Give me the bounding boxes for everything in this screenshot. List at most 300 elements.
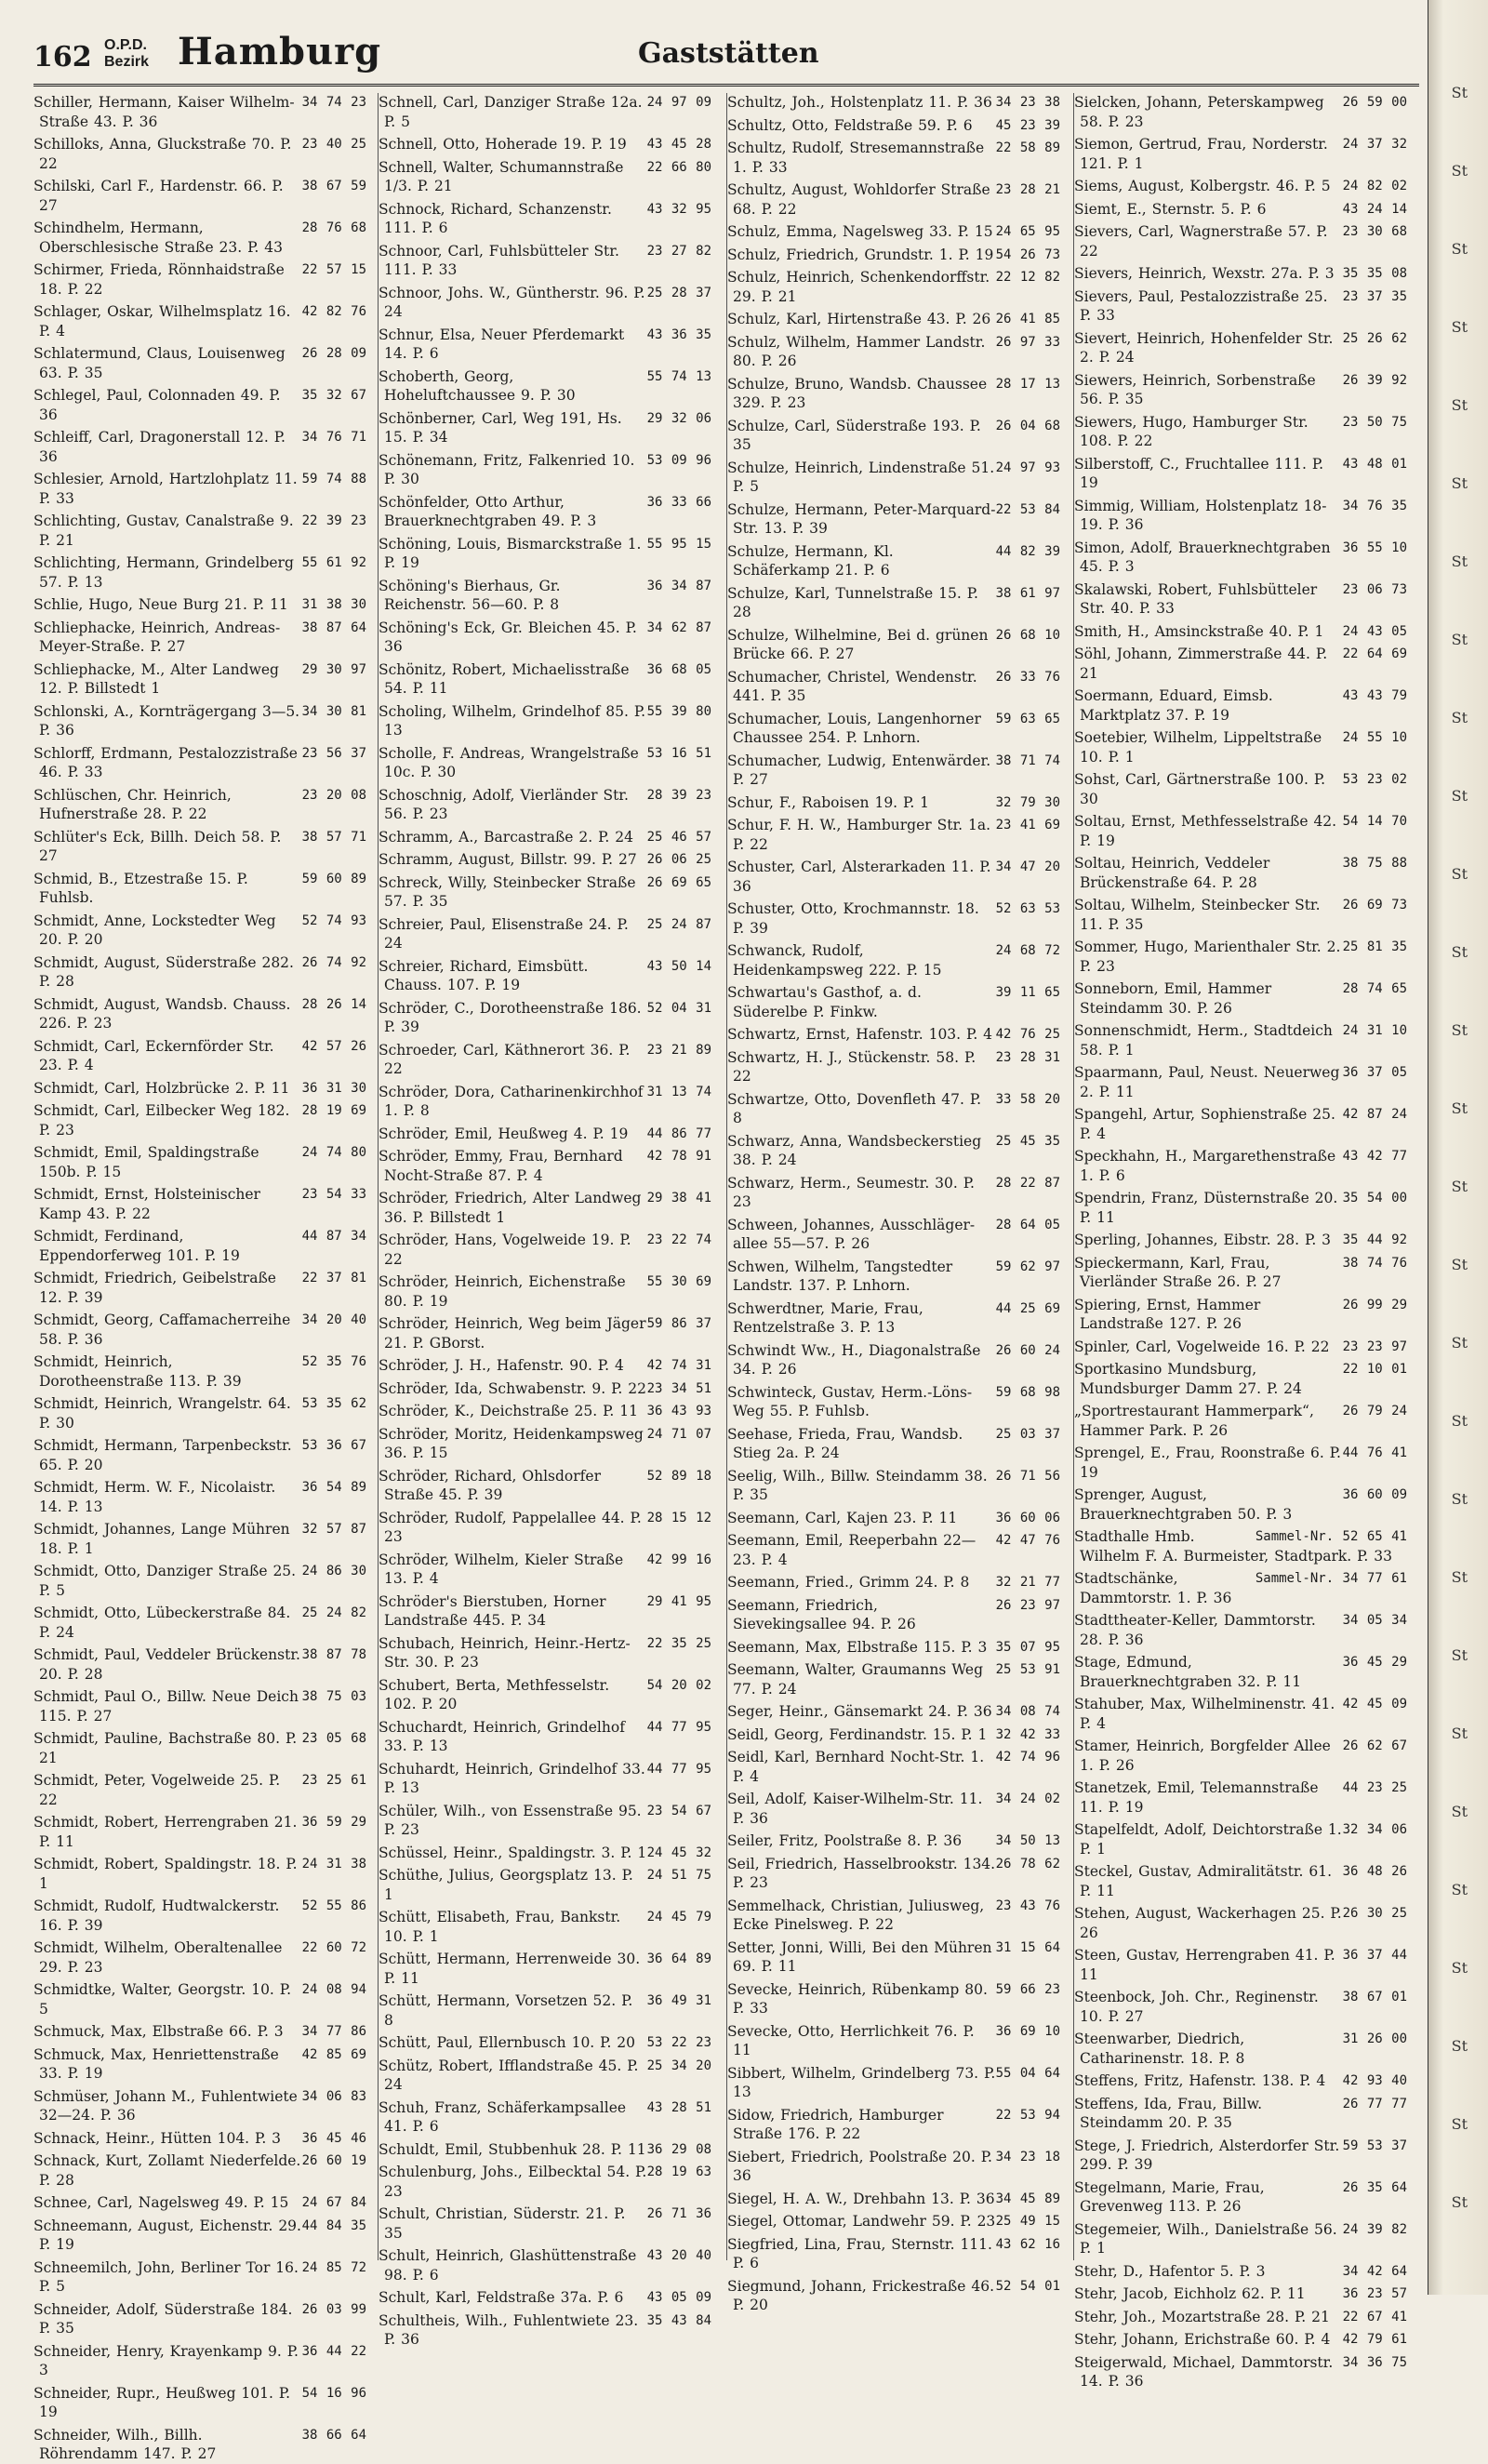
entry-phone: 54 20 02: [646, 1677, 711, 1693]
entry-phone: 36 60 09: [1342, 1487, 1407, 1502]
directory-entry: [1074, 287, 1407, 326]
directory-entry: [379, 1272, 711, 1311]
entry-text: Schneider, Wilh., Billh. Röhrendamm 147. P. 27: [33, 2426, 217, 2462]
entry-phone: 26 71 56: [995, 1468, 1060, 1484]
entry-text: Schröder, J. H., Hafenstr. 90. P. 4: [379, 1357, 624, 1374]
directory-entry: [1074, 812, 1407, 850]
entry-text: Schmidt, Peter, Vogelweide 25. P. 22: [33, 1772, 281, 1808]
directory-entry: [33, 512, 366, 550]
directory-entry: [379, 409, 711, 447]
entry-phone: 25 81 35: [1342, 939, 1407, 954]
entry-text: Schlegel, Paul, Colonnaden 49. P. 36: [33, 387, 281, 423]
directory-entry: [727, 459, 1060, 497]
entry-phone: 35 54 00: [1342, 1191, 1407, 1205]
directory-entry: [1074, 1653, 1407, 1691]
directory-entry: [379, 1356, 711, 1376]
directory-entry: [379, 158, 711, 196]
entry-phone: 34 08 74: [995, 1704, 1060, 1719]
entry-text: Schlatermund, Claus, Louisenweg 63. P. 35: [33, 345, 286, 381]
entry-text: Schröder's Bierstuben, Horner Landstraße 445. P. 34: [379, 1592, 606, 1629]
entry-text: Siegel, H. A. W., Drehbahn 13. P. 36: [727, 2190, 995, 2207]
entry-phone: 42 93 40: [1342, 2073, 1407, 2088]
directory-entry: [33, 1079, 366, 1099]
directory-entry: [1074, 2071, 1407, 2091]
directory-entry: [379, 1083, 711, 1121]
entry-phone: 28 22 87: [995, 1175, 1060, 1191]
directory-entry: [1074, 1231, 1407, 1250]
entry-phone: 52 89 18: [646, 1468, 711, 1484]
entry-text: Schindhelm, Hermann, Oberschlesische Straße 23. P. 43: [33, 220, 283, 256]
directory-entry: [33, 2342, 366, 2380]
directory-entry: [33, 2300, 366, 2338]
entry-phone: 34 42 64: [1342, 2263, 1407, 2279]
entry-phone: 23 43 76: [995, 1898, 1060, 1913]
entry-phone: 29 41 95: [646, 1593, 711, 1609]
directory-entry: [1074, 1862, 1407, 1900]
entry-phone: 26 69 73: [1342, 898, 1407, 912]
directory-entry: [379, 999, 711, 1037]
entry-phone: 24 97 93: [995, 460, 1060, 475]
entry-phone: 32 79 30: [995, 794, 1060, 810]
entry-phone: 35 32 67: [301, 388, 366, 403]
entry-text: Schilski, Carl F., Hardenstr. 66. P. 27: [33, 178, 284, 214]
entry-phone: 26 62 67: [1342, 1738, 1407, 1753]
entry-text: Schmidt, Herm. W. F., Nicolaistr. 14. P. 13: [33, 1479, 276, 1515]
entry-phone: 26 28 09: [301, 346, 366, 361]
directory-entry: [33, 1037, 366, 1075]
directory-entry: [33, 828, 366, 866]
entry-phone: 44 87 34: [301, 1229, 366, 1244]
entry-text: Siebert, Friedrich, Poolstraße 20. P. 36: [727, 2148, 992, 2184]
entry-text: Schwartze, Otto, Dovenfleth 47. P. 8: [727, 1090, 982, 1126]
entry-text: Seger, Heinr., Gänsemarkt 24. P. 36: [727, 1703, 992, 1720]
entry-text: Soltau, Heinrich, Veddeler Brückenstraße 64. P. 28: [1074, 855, 1270, 891]
directory-entry: [33, 1436, 366, 1474]
entry-text: Stadtschänke, Dammtorstr. 1. P. 36: [1074, 1570, 1232, 1606]
directory-entry: [727, 1938, 1060, 1977]
entry-phone: 42 82 76: [301, 304, 366, 319]
directory-entry: [1074, 1147, 1407, 1185]
directory-entry: [379, 1041, 711, 1079]
directory-entry: [33, 1855, 366, 1893]
directory-entry: [33, 2193, 366, 2213]
directory-entry: [727, 1702, 1060, 1722]
entry-text: Seidl, Georg, Ferdinandstr. 15. P. 1: [727, 1725, 988, 1743]
entry-phone: 34 23 18: [995, 2149, 1060, 2164]
directory-entry: [1074, 135, 1407, 173]
entry-text: Schönemann, Fritz, Falkenried 10. P. 30: [379, 451, 635, 487]
directory-entry: [33, 470, 366, 508]
entry-phone: 23 54 33: [301, 1187, 366, 1202]
directory-entry: [379, 1425, 711, 1463]
entry-text: Schnell, Walter, Schumannstraße 1/3. P. 21: [379, 158, 624, 194]
entry-text: Schultz, Rudolf, Stresemannstraße 1. P. 33: [727, 140, 985, 176]
directory-entry: [379, 1402, 711, 1421]
directory-entry: [727, 1174, 1060, 1212]
entry-phone: 59 74 88: [301, 472, 366, 486]
entry-phone: 26 06 25: [646, 852, 711, 867]
entry-text: Schulze, Karl, Tunnelstraße 15. P. 28: [727, 584, 978, 620]
entry-phone: 36 69 10: [995, 2023, 1060, 2039]
entry-phone: 55 39 80: [646, 703, 711, 719]
directory-entry: [33, 1101, 366, 1139]
entry-text: Schröder, Wilhelm, Kieler Straße 13. P. 4: [379, 1551, 624, 1587]
edge-letter: St: [1451, 1881, 1468, 1898]
entry-phone: 54 16 96: [301, 2385, 366, 2401]
section-title: Gaststätten: [638, 37, 819, 70]
entry-text: Schulenburg, Johs., Eilbecktal 54. P. 23: [379, 2164, 647, 2200]
entry-phone: 52 04 31: [646, 1000, 711, 1016]
directory-entry: [379, 577, 711, 615]
entry-text: Schulze, Heinrich, Lindenstraße 51. P. 5: [727, 459, 995, 495]
district-abbr: O.P.D.: [104, 37, 147, 53]
entry-phone: 22 66 80: [646, 159, 711, 175]
directory-entry: [1074, 2220, 1407, 2258]
entry-text: Schröder, Friedrich, Alter Landweg 36. P. Billstedt 1: [379, 1190, 642, 1226]
edge-letter: St: [1451, 1568, 1468, 1586]
entry-phone: 36 33 66: [646, 494, 711, 510]
entry-text: Schneider, Adolf, Süderstraße 184. P. 35: [33, 2300, 293, 2337]
edge-letter: St: [1451, 709, 1468, 726]
entry-text: Schmidt, Ernst, Holsteinischer Kamp 43. P. 22: [33, 1186, 260, 1222]
entry-text: Stegemeier, Wilh., Danielstraße 56. P. 1: [1074, 2220, 1337, 2257]
entry-text: Stahuber, Max, Wilhelminenstr. 41. P. 4: [1074, 1696, 1335, 1732]
entry-phone: 59 53 37: [1342, 2138, 1407, 2153]
entry-text: Steffens, Ida, Frau, Billw. Steindamm 20. P. 35: [1074, 2095, 1262, 2131]
entry-text: Schumacher, Louis, Langenhorner Chaussee 254. P. Lnhorn.: [727, 710, 981, 746]
entry-phone: 38 67 01: [1342, 1990, 1407, 2004]
entry-phone: 23 05 68: [301, 1731, 366, 1746]
entry-phone: 24 31 10: [1342, 1023, 1407, 1038]
entry-text: Schuldt, Emil, Stubbenhuk 28. P. 11: [379, 2140, 646, 2158]
directory-entry: [379, 1551, 711, 1589]
entry-text: Steenbock, Joh. Chr., Reginenstr. 10. P. 27: [1074, 1989, 1319, 2025]
entry-text: Stehen, August, Wackerhagen 25. P. 26: [1074, 1905, 1342, 1941]
entry-phone: Sammel-Nr. 34 77 61: [1255, 1571, 1407, 1586]
entry-text: Schmidt, Johannes, Lange Mühren 18. P. 1: [33, 1521, 290, 1557]
entry-phone: 22 57 15: [301, 262, 366, 277]
entry-text: Schnack, Kurt, Zollamt Niederfelde. P. 28: [33, 2152, 301, 2189]
entry-text: Siegfried, Lina, Frau, Sternstr. 111. P. 6: [727, 2235, 992, 2271]
page-number: 162: [33, 41, 92, 73]
entry-text: Schreier, Richard, Eimsbütt. Chauss. 107. P. 19: [379, 957, 589, 993]
directory-entry: [727, 2022, 1060, 2060]
entry-phone: 36 64 89: [646, 1951, 711, 1966]
directory-entry: [33, 1394, 366, 1432]
directory-entry: [33, 1813, 366, 1851]
entry-phone: 35 07 95: [995, 1639, 1060, 1655]
edge-letter: St: [1451, 1412, 1468, 1430]
directory-entry: [379, 284, 711, 322]
entry-text: Schröder, Hans, Vogelweide 19. P. 22: [379, 1232, 631, 1268]
entry-text: Schirmer, Frieda, Rönnhaidstraße 18. P. 22: [33, 261, 285, 298]
directory-entry: [727, 180, 1060, 219]
entry-phone: 23 20 08: [301, 787, 366, 803]
entry-text: Schmidt, Paul, Veddeler Brückenstr. 20. P. 28: [33, 1646, 300, 1683]
entry-text: Schröder, Dora, Catharinenkirchhof 1. P. 8: [379, 1083, 644, 1119]
directory-entry: [379, 535, 711, 573]
column-1: [33, 93, 366, 2462]
entry-text: Schnock, Richard, Schanzenstr. 111. P. 6: [379, 200, 612, 236]
directory-entry: [33, 1897, 366, 1935]
directory-entry: [1074, 1360, 1407, 1398]
directory-entry: [379, 2204, 711, 2243]
entry-text: Steckel, Gustav, Admiralitätstr. 61. P. 11: [1074, 1863, 1333, 1899]
directory-entry: [1074, 2178, 1407, 2217]
entry-phone: 52 55 86: [301, 1898, 366, 1913]
entry-phone: 44 84 35: [301, 2218, 366, 2233]
entry-text: Sprenger, August, Brauerknechtgraben 50. P. 3: [1074, 1486, 1293, 1523]
entry-text: Sievert, Heinrich, Hohenfelder Str. 2. P. 24: [1074, 329, 1334, 366]
directory-entry: [727, 1855, 1060, 1893]
entry-phone: 23 28 21: [995, 182, 1060, 197]
entry-phone: 59 68 98: [995, 1384, 1060, 1400]
entry-text: Schütz, Robert, Ifflandstraße 45. P. 24: [379, 2057, 639, 2093]
entry-text: Schumacher, Ludwig, Entenwärder. P. 27: [727, 752, 991, 788]
entry-phone: 53 09 96: [646, 452, 711, 468]
edge-letter: St: [1451, 943, 1468, 961]
entry-phone: 29 32 06: [646, 410, 711, 426]
entry-text: Sievers, Heinrich, Wexstr. 27a. P. 3: [1074, 265, 1335, 282]
directory-entry: [33, 1980, 366, 2018]
directory-entry: [33, 619, 366, 657]
directory-entry: [1074, 1296, 1407, 1334]
entry-phone: 24 68 72: [995, 943, 1060, 958]
edge-letter: St: [1451, 2193, 1468, 2211]
entry-text: Schmuck, Max, Elbstraße 66. P. 3: [33, 2023, 284, 2040]
directory-entry: [1074, 1988, 1407, 2026]
entry-phone: 42 99 16: [646, 1552, 711, 1567]
entry-phone: 36 43 93: [646, 1404, 711, 1418]
entry-phone: 38 66 64: [301, 2427, 366, 2443]
entry-phone: 43 36 35: [646, 326, 711, 342]
edge-letter: St: [1451, 787, 1468, 805]
entry-text: Schöning's Eck, Gr. Bleichen 45. P. 36: [379, 619, 637, 655]
directory-entry: [1074, 979, 1407, 1018]
entry-phone: 34 62 87: [646, 619, 711, 635]
edge-letter: St: [1451, 240, 1468, 258]
entry-phone: 31 26 00: [1342, 2031, 1407, 2046]
entry-text: Schuh, Franz, Schäferkampsallee 41. P. 6: [379, 2098, 627, 2135]
directory-entry: [727, 668, 1060, 706]
entry-text: Schmidt, Rudolf, Hudtwalckerstr. 16. P. 39: [33, 1898, 280, 1934]
entry-text: Schmidtke, Walter, Georgstr. 10. P. 5: [33, 1981, 292, 2018]
entry-phone: 38 75 88: [1342, 856, 1407, 871]
entry-text: Schult, Heinrich, Glashüttenstraße 98. P. 6: [379, 2247, 637, 2284]
entry-text: Speckhahn, H., Margarethenstraße 1. P. 6: [1074, 1148, 1336, 1184]
entry-phone: 31 38 30: [301, 597, 366, 612]
entry-phone: 34 30 81: [301, 703, 366, 719]
entry-text: Schröder, K., Deichstraße 25. P. 11: [379, 1403, 638, 1419]
directory-entry: [1074, 622, 1407, 642]
directory-entry: [727, 500, 1060, 539]
directory-entry: [33, 2151, 366, 2190]
directory-entry: [1074, 371, 1407, 409]
district-word: Bezirk: [104, 54, 150, 70]
entry-text: Schreier, Paul, Elisenstraße 24. P. 24: [379, 915, 629, 952]
entry-phone: 26 35 64: [1342, 2179, 1407, 2195]
directory-entry: [1074, 2137, 1407, 2175]
directory-entry: [1074, 329, 1407, 367]
directory-entry: [1074, 728, 1407, 766]
entry-text: Schmidt, Heinrich, Dorotheenstraße 113. P. 39: [33, 1353, 242, 1390]
directory-entry: [379, 702, 711, 740]
entry-phone: 59 60 89: [301, 871, 366, 886]
directory-entry: [1074, 580, 1407, 619]
entry-phone: 36 23 57: [1342, 2286, 1407, 2301]
directory-entry: [1074, 770, 1407, 808]
directory-entry: [379, 1467, 711, 1505]
directory-entry: [33, 1352, 366, 1391]
entry-text: Schneider, Henry, Krayenkamp 9. P. 3: [33, 2342, 299, 2378]
entry-phone: 43 05 09: [646, 2290, 711, 2305]
edge-letter: St: [1451, 1178, 1468, 1195]
entry-text: Schröder, Heinrich, Eichenstraße 80. P. 19: [379, 1273, 626, 1310]
directory-entry: [1074, 264, 1407, 284]
directory-entry: [379, 1509, 711, 1547]
entry-text: Schmidt, Pauline, Bachstraße 80. P. 21: [33, 1730, 298, 1766]
entry-phone: 22 12 82: [995, 270, 1060, 285]
entry-text: Schwartz, H. J., Stückenstr. 58. P. 22: [727, 1048, 976, 1085]
directory-entry: [379, 1676, 711, 1714]
entry-text: Schramm, A., Barcastraße 2. P. 24: [379, 828, 633, 846]
entry-text: Schröder, Rudolf, Pappelallee 44. P. 23: [379, 1509, 642, 1545]
entry-text: Schoberth, Georg, Hoheluftchaussee 9. P. 30: [379, 367, 576, 404]
entry-phone: 55 04 64: [995, 2065, 1060, 2081]
entry-text: Schröder, Emil, Heußweg 4. P. 19: [379, 1125, 629, 1142]
entry-text: Schöning's Bierhaus, Gr. Reichenstr. 56—60. P. 8: [379, 577, 561, 613]
entry-text: Schult, Christian, Süderstr. 21. P. 35: [379, 2205, 626, 2242]
entry-phone: 24 97 09: [646, 95, 711, 110]
entry-text: Schmüser, Johann M., Fuhlentwiete 32—24. P. 36: [33, 2087, 298, 2124]
entry-phone: 22 60 72: [301, 1940, 366, 1955]
directory-entry: [727, 1216, 1060, 1254]
entry-phone: 25 49 15: [995, 2214, 1060, 2229]
entry-phone: 23 41 69: [995, 818, 1060, 832]
entry-phone: 24 31 38: [301, 1857, 366, 1871]
entry-text: Schmidt, Friedrich, Geibelstraße 12. P. 39: [33, 1270, 276, 1306]
directory-entry: [727, 584, 1060, 622]
directory-entry: [379, 2098, 711, 2137]
entry-text: Schröder, Emmy, Frau, Bernhard Nocht-Straße 87. P. 4: [379, 1148, 623, 1184]
entry-text: Skalawski, Robert, Fuhlsbütteler Str. 40. P. 33: [1074, 580, 1318, 617]
entry-phone: 26 33 76: [995, 669, 1060, 685]
directory-entry: [1074, 1527, 1407, 1565]
directory-entry: [33, 1938, 366, 1977]
directory-entry: [379, 1991, 711, 2030]
entry-text: Sidow, Friedrich, Hamburger Straße 176. P. 22: [727, 2106, 944, 2142]
entry-phone: 28 15 12: [646, 1510, 711, 1525]
entry-phone: 38 87 64: [301, 619, 366, 635]
entry-text: Schröder, Heinrich, Weg beim Jäger 21. P. GBorst.: [379, 1315, 646, 1352]
entry-text: Setter, Jonni, Willi, Bei den Mühren 69. P. 11: [727, 1938, 992, 1975]
entry-phone: 42 87 24: [1342, 1107, 1407, 1122]
directory-entry: [727, 2235, 1060, 2273]
entry-text: Siems, August, Kolbergstr. 46. P. 5: [1074, 178, 1331, 194]
entry-text: Schlager, Oskar, Wilhelmsplatz 16. P. 4: [33, 303, 291, 340]
entry-phone: 22 58 89: [995, 140, 1060, 155]
entry-phone: 43 20 40: [646, 2248, 711, 2263]
entry-text: Spendrin, Franz, Düsternstraße 20. P. 11: [1074, 1190, 1338, 1226]
entry-text: Schultz, Joh., Holstenplatz 11. P. 36: [727, 94, 992, 111]
directory-entry: [379, 1950, 711, 1988]
entry-text: Schlie, Hugo, Neue Burg 21. P. 11: [33, 596, 288, 613]
edge-letter: St: [1451, 553, 1468, 570]
edge-letter: St: [1451, 2037, 1468, 2055]
directory-entry: [727, 1748, 1060, 1786]
directory-entry: [379, 2033, 711, 2053]
entry-phone: 23 34 51: [646, 1380, 711, 1396]
entry-phone: 34 76 35: [1342, 498, 1407, 513]
entry-phone: 28 74 65: [1342, 981, 1407, 996]
entry-text: Schur, F. H. W., Hamburger Str. 1a. P. 22: [727, 817, 991, 853]
entry-phone: 43 45 28: [646, 137, 711, 152]
entry-phone: 55 74 13: [646, 368, 711, 384]
entry-text: Sielcken, Johann, Peterskampweg 58. P. 23: [1074, 94, 1324, 130]
entry-phone: 34 05 34: [1342, 1613, 1407, 1628]
entry-text: Schöning, Louis, Bismarckstraße 1. P. 19: [379, 535, 642, 571]
entry-phone: 23 56 37: [301, 745, 366, 761]
directory-entry: [379, 1908, 711, 1946]
edge-letter: St: [1451, 1334, 1468, 1352]
entry-phone: 24 86 30: [301, 1564, 366, 1578]
edge-letter: St: [1451, 1725, 1468, 1742]
directory-entry: [1074, 2262, 1407, 2282]
entry-phone: 25 03 37: [995, 1426, 1060, 1442]
directory-entry: [1074, 1904, 1407, 1942]
entry-phone: 44 76 41: [1342, 1445, 1407, 1460]
entry-phone: 24 39 82: [1342, 2221, 1407, 2237]
entry-phone: 28 39 23: [646, 787, 711, 803]
entry-text: Soermann, Eduard, Eimsb. Marktplatz 37. P. 19: [1074, 687, 1273, 724]
entry-text: Schütt, Hermann, Vorsetzen 52. P. 8: [379, 1992, 633, 2029]
entry-phone: 43 43 79: [1342, 688, 1407, 703]
entry-text: Steigerwald, Michael, Dammtorstr. 14. P. 36: [1074, 2353, 1334, 2390]
entry-phone: 32 34 06: [1342, 1822, 1407, 1837]
entry-text: Schmidt, August, Wandsb. Chauss. 226. P. 23: [33, 995, 291, 1032]
entry-phone: 38 61 97: [995, 585, 1060, 601]
directory-entry: [379, 2057, 711, 2095]
entry-text: Schiller, Hermann, Kaiser Wilhelm-Straße 43. P. 36: [33, 94, 295, 130]
entry-phone: 24 71 07: [646, 1426, 711, 1442]
directory-entry: [379, 242, 711, 280]
directory-entry: [33, 912, 366, 950]
directory-entry: [1074, 1189, 1407, 1227]
entry-text: Schnell, Carl, Danziger Straße 12a. P. 5: [379, 94, 643, 130]
directory-entry: [727, 1425, 1060, 1463]
entry-text: Schwartau's Gasthof, a. d. Süderelbe P. Finkw.: [727, 984, 922, 1020]
edge-letter: St: [1451, 162, 1468, 180]
directory-entry: [727, 1299, 1060, 1338]
entry-phone: 53 16 51: [646, 745, 711, 761]
entry-text: Schmidt, Heinrich, Wrangelstr. 64. P. 30: [33, 1395, 291, 1432]
entry-phone: 24 45 32: [646, 1845, 711, 1860]
entry-text: Stehr, D., Hafentor 5. P. 3: [1074, 2262, 1266, 2280]
directory-entry: [33, 2258, 366, 2297]
entry-phone: 36 37 44: [1342, 1948, 1407, 1963]
entry-text: Schur, F., Raboisen 19. P. 1: [727, 793, 930, 811]
entry-text: Schultheis, Wilh., Fuhlentwiete 23. P. 36: [379, 2311, 639, 2348]
entry-text: Schneemann, August, Eichenstr. 29. P. 19: [33, 2217, 301, 2253]
entry-phone: 28 26 14: [301, 996, 366, 1012]
entry-text: Schönfelder, Otto Arthur, Brauerknechtgraben 49. P. 3: [379, 493, 597, 529]
directory-entry: [727, 941, 1060, 979]
entry-phone: 36 45 29: [1342, 1655, 1407, 1670]
directory-entry: [33, 1645, 366, 1684]
entry-text: Schulz, Karl, Hirtenstraße 43. P. 26: [727, 311, 991, 327]
entry-text: Stadttheater-Keller, Dammtorstr. 28. P. 36: [1074, 1612, 1316, 1648]
directory-entry: [379, 1147, 711, 1185]
